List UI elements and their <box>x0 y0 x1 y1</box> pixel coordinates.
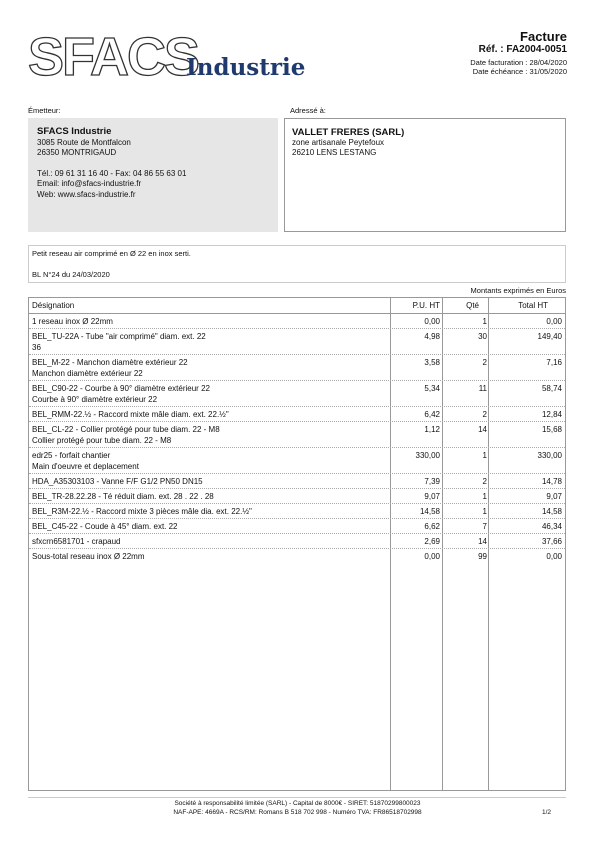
row-quantity: 7 <box>482 522 487 531</box>
company-logo <box>28 27 328 87</box>
row-unit-price: 5,34 <box>424 384 440 393</box>
row-designation-line1: BEL_C45-22 - Coude à 45° diam. ext. 22 <box>32 522 178 531</box>
row-designation-line1: BEL_TU-22A - Tube "air comprimé" diam. ext. 22 <box>32 332 206 341</box>
recipient-block <box>284 118 566 232</box>
row-quantity: 1 <box>482 317 487 326</box>
row-designation <box>32 410 387 421</box>
row-designation <box>32 425 387 446</box>
row-designation <box>32 451 387 472</box>
row-designation-line2: Courbe à 90° diamètre extérieur 22 <box>32 394 158 404</box>
row-quantity: 30 <box>478 332 487 341</box>
row-designation-line1: BEL_RMM-22.½ - Raccord mixte mâle diam. ext. 22.½" <box>32 410 229 419</box>
invoice-reference: Réf. : FA2004-0051 <box>478 44 567 55</box>
page-number: 1/2 <box>541 809 551 816</box>
row-designation <box>32 492 387 503</box>
row-total: 15,68 <box>541 425 562 434</box>
row-total: 0,00 <box>546 317 562 326</box>
row-total: 9,07 <box>546 492 562 501</box>
row-designation-line1: BEL_C90-22 - Courbe à 90° diamètre extérieur 22 <box>32 384 210 393</box>
row-quantity: 1 <box>482 492 487 501</box>
row-unit-price: 14,58 <box>419 507 440 516</box>
row-quantity: 11 <box>478 384 487 393</box>
row-designation <box>32 477 387 488</box>
table-row <box>29 519 565 534</box>
row-designation-line2: 36 <box>32 342 41 352</box>
table-row <box>29 314 565 329</box>
row-designation-line1: edr25 - forfait chantier <box>32 451 111 460</box>
row-designation <box>32 537 387 548</box>
row-unit-price: 1,12 <box>424 425 440 434</box>
row-designation <box>32 332 387 353</box>
row-total: 58,74 <box>541 384 562 393</box>
footer-divider <box>28 797 566 798</box>
row-unit-price: 330,00 <box>415 451 440 460</box>
table-row <box>29 407 565 422</box>
row-total: 14,78 <box>541 477 562 486</box>
table-row <box>29 355 565 381</box>
row-designation <box>32 358 387 379</box>
recipient-address-line2: 26210 LENS LESTANG <box>292 148 377 157</box>
sender-phone: Tél.: 09 61 31 16 40 - Fax: 04 86 55 63 01 <box>37 168 187 178</box>
row-quantity: 2 <box>482 358 487 367</box>
table-header <box>29 298 565 314</box>
row-unit-price: 0,00 <box>424 317 440 326</box>
row-designation-line1: 1 reseau inox Ø 22mm <box>32 317 113 326</box>
row-designation <box>32 522 387 533</box>
row-designation-line1: BEL_CL-22 - Collier protégé pour tube diam. 22 - M8 <box>32 425 220 434</box>
header-designation: Désignation <box>32 301 75 310</box>
sender-label: Émetteur: <box>28 106 61 115</box>
row-designation-line1: BEL_TR-28.22.28 - Té réduit diam. ext. 28 . 22 . 28 <box>32 492 214 501</box>
footer-legal-line1: Société à responsabilité limitée (SARL) - Capital de 8000€ - SIRET: 51870299800023 <box>174 800 421 807</box>
recipient-label: Adressé à: <box>290 106 326 115</box>
row-unit-price: 0,00 <box>424 552 440 561</box>
table-row <box>29 474 565 489</box>
row-designation <box>32 317 387 328</box>
row-designation-line1: BEL_R3M-22.½ - Raccord mixte 3 pièces mâle dia. ext. 22.½" <box>32 507 252 516</box>
currency-note: Montants exprimés en Euros <box>470 286 566 295</box>
row-quantity: 99 <box>478 552 487 561</box>
row-designation-line1: BEL_M-22 - Manchon diamètre extérieur 22 <box>32 358 188 367</box>
row-quantity: 1 <box>482 507 487 516</box>
row-total: 149,40 <box>537 332 562 341</box>
row-quantity: 1 <box>482 451 487 460</box>
sender-address-line2: 26350 MONTRIGAUD <box>37 148 117 157</box>
header-total: Total HT <box>518 301 548 310</box>
document-title: Facture <box>520 29 567 44</box>
row-designation-line1: HDA_A35303103 - Vanne F/F G1/2 PN50 DN15 <box>32 477 203 486</box>
table-row <box>29 381 565 407</box>
row-quantity: 2 <box>482 477 487 486</box>
row-total: 37,66 <box>541 537 562 546</box>
row-unit-price: 4,98 <box>424 332 440 341</box>
row-designation-line2: Manchon diamètre extérieur 22 <box>32 368 143 378</box>
row-designation <box>32 507 387 518</box>
sender-name: SFACS Industrie <box>37 126 112 137</box>
row-designation-line2: Main d'oeuvre et deplacement <box>32 461 139 471</box>
description-line2: BL N°24 du 24/03/2020 <box>32 270 110 279</box>
table-row <box>29 504 565 519</box>
table-row <box>29 489 565 504</box>
invoice-lines-table <box>28 297 566 791</box>
recipient-address-line1: zone artisanale Peytefoux <box>292 138 385 147</box>
row-total: 0,00 <box>546 552 562 561</box>
logo-industrie-text: Industrie <box>186 54 306 81</box>
table-row <box>29 534 565 549</box>
recipient-name: VALLET FRERES (SARL) <box>292 127 405 138</box>
row-designation-line1: sfxcrn6581701 - crapaud <box>32 537 121 546</box>
sender-email: Email: info@sfacs-industrie.fr <box>37 179 142 188</box>
row-designation <box>32 552 387 563</box>
invoice-date: Date facturation : 28/04/2020 <box>470 58 567 67</box>
row-total: 7,16 <box>546 358 562 367</box>
table-row <box>29 448 565 474</box>
row-unit-price: 9,07 <box>424 492 440 501</box>
row-unit-price: 7,39 <box>424 477 440 486</box>
footer-legal-line2: NAF-APE: 4669A - RCS/RM: Romans B 518 702 998 - Numéro TVA: FR86518702998 <box>173 809 422 816</box>
row-designation-line2: Collier protégé pour tube diam. 22 - M8 <box>32 435 172 445</box>
row-total: 12,84 <box>541 410 562 419</box>
row-unit-price: 2,69 <box>424 537 440 546</box>
row-total: 330,00 <box>537 451 562 460</box>
row-unit-price: 6,42 <box>424 410 440 419</box>
table-row <box>29 329 565 355</box>
row-quantity: 2 <box>482 410 487 419</box>
sender-website: Web: www.sfacs-industrie.fr <box>37 189 136 199</box>
row-designation <box>32 384 387 405</box>
sender-block <box>28 118 278 232</box>
header-quantity: Qté <box>466 301 479 310</box>
row-quantity: 14 <box>478 425 487 434</box>
logo-sfacs-text: SFACS <box>28 27 199 87</box>
row-unit-price: 3,58 <box>424 358 440 367</box>
table-row <box>29 422 565 448</box>
row-total: 46,34 <box>541 522 562 531</box>
invoice-description <box>28 245 566 283</box>
row-unit-price: 6,62 <box>424 522 440 531</box>
due-date: Date échéance : 31/05/2020 <box>472 67 567 76</box>
header-unit-price: P.U. HT <box>412 301 440 310</box>
sender-address-line1: 3085 Route de Montfalcon <box>37 137 131 147</box>
row-quantity: 14 <box>478 537 487 546</box>
row-designation-line1: Sous-total reseau inox Ø 22mm <box>32 552 145 561</box>
table-row <box>29 549 565 563</box>
row-total: 14,58 <box>541 507 562 516</box>
description-line1: Petit reseau air comprimé en Ø 22 en inox serti. <box>32 249 191 258</box>
